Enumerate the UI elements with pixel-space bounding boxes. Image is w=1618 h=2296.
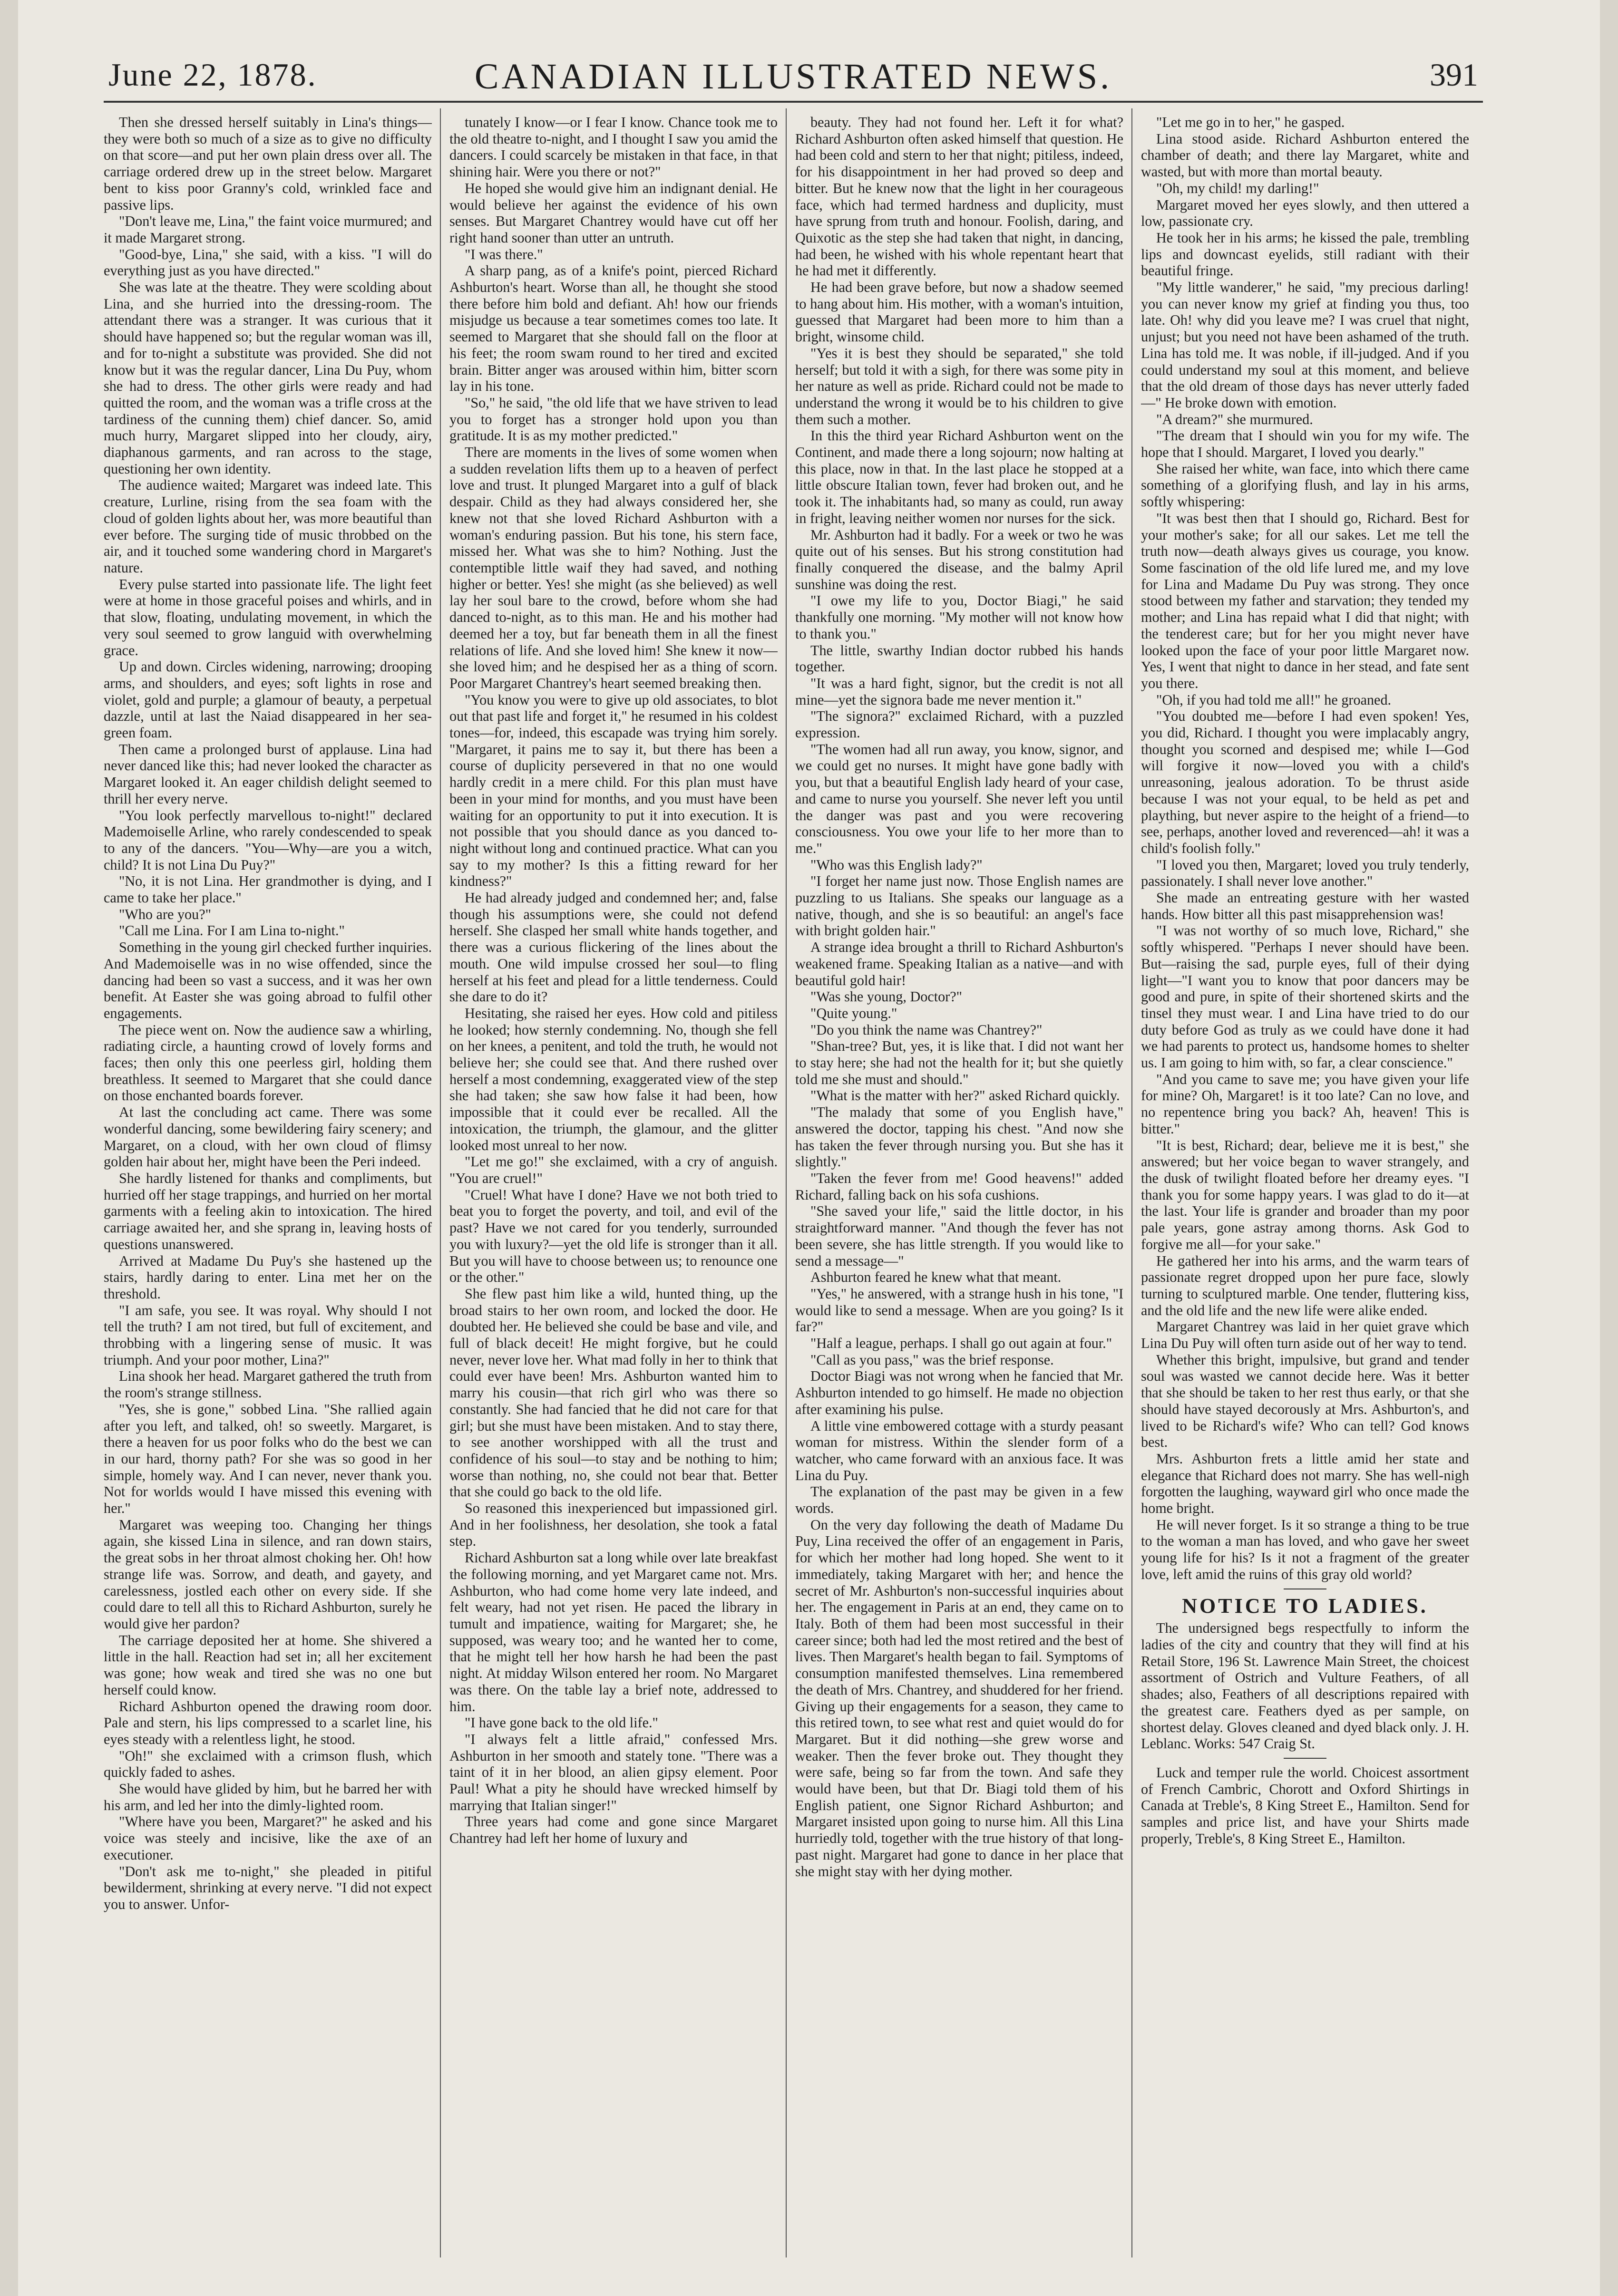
notice-heading: NOTICE TO LADIES. xyxy=(1182,1594,1428,1618)
paragraph: "Do you think the name was Chantrey?" xyxy=(810,1021,1043,1038)
notice-to-ladies-ad xyxy=(1141,1620,1469,1752)
paragraph: The explanation of the past may be given in a few words. xyxy=(795,1483,1123,1517)
paragraph: "So," he said, "the old life that we have striven to lead you to forget has a stronger hold upon you than gratitude. It is as my mother predicted." xyxy=(449,394,778,444)
paragraph: Mr. Ashburton had it badly. For a week or two he was quite out of his senses. But his strong constitution had finally conquered the disease, and the balmy April sunshine was doing the rest. xyxy=(795,526,1123,592)
paragraph: "I am safe, you see. It was royal. Why should I not tell the truth? I am not tired, but full of excitement, and throbbing with a lingering sense of music. It was triumph. And your poor mother, Lina?" xyxy=(104,1302,432,1368)
paragraph: Ashburton feared he knew what that meant. xyxy=(810,1269,1062,1286)
paragraph: At last the concluding act came. There was some wonderful dancing, some bewildering fairy scenery; and Margaret, on a cloud, with her own cloud of flimsy golden hair about her, might have been the Peri indeed. xyxy=(104,1104,432,1170)
paragraph: "I forget her name just now. Those English names are puzzling to us Italians. She speaks our language as a native, though, and she is so beautiful: an angel's face with bright golden hair." xyxy=(795,873,1123,939)
page-right-edge xyxy=(1600,0,1618,2296)
paragraph: A little vine embowered cottage with a sturdy peasant woman for mistress. Within the slender form of a watcher, who came forward with an anxious face. It was Lina du Puy. xyxy=(795,1417,1123,1483)
paragraph: "I was there." xyxy=(465,246,543,262)
paragraph: "My little wanderer," he said, "my precious darling! you can never know my grief at finding you thus, too late. Oh! why did you leave me? I was cruel that night, unjust; but you need not have been ashamed of the truth. Lina has told me. It was noble, if ill-judged. And if you could understand my soul at this moment, and believe that the old dream of those days has never utterly faded—" He broke down with emotion. xyxy=(1141,279,1469,411)
paragraph: "Cruel! What have I done? Have we not both tried to beat you to forget the poverty, and toil, and evil of the past? Have we not cared for you tenderly, surrounded you with luxury?—yet the old life is stronger than it all. But you will have to choose between us; to renounce one or the other." xyxy=(449,1186,778,1286)
paragraph: Mrs. Ashburton frets a little amid her state and elegance that Richard does not marry. She has well-nigh forgotten the laughing, wayward girl who once made the home bright. xyxy=(1141,1450,1469,1517)
column-1 xyxy=(104,114,432,2244)
paragraph: beauty. They had not found her. Left it for what? Richard Ashburton often asked himself that question. He had been cold and stern to her that night; pitiless, indeed, for his disappointment in her had proved so deep and bitter. But he knew now that the light in her courageous face, which had termed hardness and duplicity, must have sprung from truth and honour. Foolish, daring, and Quixotic as the step she had taken that night, in dancing, had been, he wished with his whole repentant heart that he had met it differently. xyxy=(795,114,1123,279)
paragraph: "Who was this English lady?" xyxy=(810,856,983,873)
paragraph: He took her in his arms; he kissed the pale, trembling lips and downcast eyelids, still radiant with their beautiful fringe. xyxy=(1141,229,1469,279)
paragraph: He had been grave before, but now a shadow seemed to hang about him. His mother, with a woman's intuition, guessed that Margaret had been more to him than a bright, winsome child. xyxy=(795,279,1123,345)
masthead-rule xyxy=(104,101,1483,103)
paragraph: Richard Ashburton sat a long while over late breakfast the following morning, and yet Margaret came not. Mrs. Ashburton, who had come home very late indeed, and felt weary, had not yet risen. He paced the library in tumult and impatience, waiting for Margaret; she, he supposed, was weary too; and he wanted her to come, that he might tell her how harsh he had been the past night. At midday Wilson entered her room. No Margaret was there. On the table lay a brief note, addressed to him. xyxy=(449,1550,778,1715)
paragraph: "Yes, she is gone," sobbed Lina. "She rallied again after you left, and talked, oh! so sweetly. Margaret, is there a heaven for us poor folks who do the best we can in our hard, thorny path? For she was so good in her simple, homely way. And I can never, never thank you. Not for worlds would I have missed this evening with her." xyxy=(104,1401,432,1517)
paragraph: "You know you were to give up old associates, to blot out that past life and forget it," he resumed in his coldest tones—for, indeed, this escapade was trying him sorely. "Margaret, it pains me to say it, but there has been a course of duplicity persevered in that no one would hardly credit in a mere child. For this plan must have been in your mind for months, and you must have been waiting for an opportunity to put it into execution. It is not possible that you should dance as you danced to-night without long and continued practice. What can you say to my mother? Is this a fitting reward for her kindness?" xyxy=(449,691,778,890)
paragraph: tunately I know—or I fear I know. Chance took me to the old theatre to-night, and I thought I saw you amid the dancers. I could scarcely be mistaken in that face, in that shining hair. Were you there or not?" xyxy=(449,114,778,180)
paragraph: Lina stood aside. Richard Ashburton entered the chamber of death; and there lay Margaret, white and wasted, but with more than mortal beauty. xyxy=(1141,130,1469,180)
paragraph: "You doubted me—before I had even spoken! Yes, you did, Richard. I thought you were implacably angry, thought you scorned and despised me; while I—God will forgive it now—loved you with a child's unreasoning, jealous adoration. To be thrust aside because I was not your equal, to be held as pet and plaything, but never aspire to the height of a friend—to see, perhaps, another loved and reverenced—ah! it was a child's foolish folly." xyxy=(1141,708,1469,856)
paragraph: The piece went on. Now the audience saw a whirling, radiating circle, a haunting crowd of lovely forms and faces; then only this one peerless girl, holding them breathless. It seemed to Margaret that she could dance on those enchanted boards forever. xyxy=(104,1021,432,1104)
paragraph: She was late at the theatre. They were scolding about Lina, and she hurried into the dressing-room. The attendant there was a stranger. It was curious that it should have happened so; but the regular woman was ill, and for to-night a substitute was provided. She did not know but it was the regular dancer, Lina Du Puy, whom she had to dress. The other girls were ready and had quitted the room, and the woman was a trifle cross at the tardiness of the cunning them) chief dancer. So, amid much hurry, Margaret slipped into her cloudy, airy, diaphanous garments, and ran across to the stage, questioning her own identity. xyxy=(104,279,432,477)
paragraph: "Let me go!" she exclaimed, with a cry of anguish. "You are cruel!" xyxy=(449,1153,778,1186)
column-3 xyxy=(795,114,1123,2244)
issue-date: June 22, 1878. xyxy=(108,57,317,93)
paragraph: "Oh!" she exclaimed with a crimson flush, which quickly faded to ashes. xyxy=(104,1747,432,1781)
page-left-edge xyxy=(0,0,18,2296)
paragraph: "Oh, my child! my darling!" xyxy=(1156,180,1319,196)
paragraph: Something in the young girl checked further inquiries. And Mademoiselle was in no wise offended, since the dancing had been so vast a success, and it was her own benefit. At Easter she was going abroad to fulfil other engagements. xyxy=(104,939,432,1021)
paragraph: "The women had all run away, you know, signor, and we could get no nurses. It might have gone badly with you, but that a beautiful English lady heard of your case, and came to nurse you yourself. She never left you until the danger was past and you were recovering consciousness. You owe your life to her more than to me." xyxy=(795,741,1123,856)
paragraph: She flew past him like a wild, hunted thing, up the broad stairs to her own room, and locked the door. He doubted her. He believed she could be base and vile, and full of black deceit! He might forgive, but he could never, never love her. What mad folly in her to think that could ever have been! Mrs. Ashburton wanted him to marry his cousin—that rich girl who was there so constantly. She had fancied that he did not care for that girl; but she must have been mistaken. And to stay there, to see another worshipped with all the trust and confidence of his soul—to stay and be nothing to him; worse than nothing, no, she could not bear that. Better that she could go back to the old life. xyxy=(449,1285,778,1500)
paragraph: A sharp pang, as of a knife's point, pierced Richard Ashburton's heart. Worse than all, he thought she stood there before him bold and defiant. Ah! how our friends misjudge us because a tear sometimes comes too late. It seemed to Margaret that she should fall on the floor at his feet; the room swam round to her tired and excited brain. Bitter anger was aroused within him, bitter scorn lay in his tone. xyxy=(449,262,778,395)
paragraph: "The malady that some of you English have," answered the doctor, tapping his chest. "And now she has taken the fever through nursing you. But she has it slightly." xyxy=(795,1104,1123,1170)
paragraph: "It was best then that I should go, Richard. Best for your mother's sake; for all our sakes. Let me tell the truth now—death always gives us courage, you know. Some fascination of the old life lured me, and my love for Lina and Madame Du Puy was strong. They once stood between my father and starvation; they tended my mother; and Lina has repaid what I did that night; with the tenderest care; but for her you might never have looked upon the face of your poor little Margaret now. Yes, I went that night to dance in her stead, and fate sent you there. xyxy=(1141,510,1469,691)
paragraph: In this the third year Richard Ashburton went on the Continent, and made there a long sojourn; now halting at this place, now in that. In the last place he stopped at a little obscure Italian town, fever had broken out, and he took it. The inhabitants had, so many as could, run away in fright, leaving neither women nor nurses for the sick. xyxy=(795,427,1123,526)
paragraph: Up and down. Circles widening, narrowing; drooping arms, and shoulders, and eyes; soft lights in rose and violet, gold and purple; a glamour of beauty, a perpetual dazzle, until at last the Naiad disappeared in her sea-green foam. xyxy=(104,659,432,741)
paragraph: "The dream that I should win you for my wife. The hope that I should. Margaret, I loved you dearly." xyxy=(1141,427,1469,461)
paragraph: Richard Ashburton opened the drawing room door. Pale and stern, his lips compressed to a scarlet line, his eyes steady with a relentless light, he stood. xyxy=(104,1698,432,1747)
paragraph: Three years had come and gone since Margaret Chantrey had left her home of luxury and xyxy=(449,1813,778,1847)
paragraph: Margaret was weeping too. Changing her things again, she kissed Lina in silence, and ran down stairs, the great sobs in her throat almost choking her. Oh! how strange life was. Sorrow, and death, and gayety, and carelessness, jostled each other on every side. If she could dare to tell all this to Richard Ashburton, surely he would give her pardon? xyxy=(104,1516,432,1632)
paragraph: "Quite young." xyxy=(810,1005,897,1021)
paragraph: "Yes," he answered, with a strange hush in his tone, "I would like to send a message. When are you going? Is it far?" xyxy=(795,1285,1123,1335)
paragraph: "I owe my life to you, Doctor Biagi," he said thankfully one morning. "My mother will not know how to thank you." xyxy=(795,592,1123,642)
paragraph: Then came a prolonged burst of applause. Lina had never danced like this; had never looked the character as Margaret looked it. An eager childish delight seemed to thrill her every nerve. xyxy=(104,741,432,807)
column-divider xyxy=(440,108,441,2257)
paragraph: He gathered her into his arms, and the warm tears of passionate regret dropped upon her pure face, slowly turning to sculptured marble. One tender, fluttering kiss, and the old life and the new life were alike ended. xyxy=(1141,1252,1469,1318)
paragraph: "I was not worthy of so much love, Richard," she softly whispered. "Perhaps I never should have been. But—raising the sad, purple eyes, full of their dying light—"I want you to know that poor dancers may be good and pure, in spite of their shortened skirts and the tinsel they must wear. I and Lina have tried to do our duty before God as truly as we could have done it had we had parents to protect us, handsome homes to shelter us. I am going to him with, so far, a clear conscience." xyxy=(1141,922,1469,1071)
paragraph: The audience waited; Margaret was indeed late. This creature, Lurline, rising from the sea foam with the cloud of golden lights about her, was more beautiful than ever before. The surging tide of music throbbed on the air, and it touched some wandering chord in Margaret's nature. xyxy=(104,477,432,576)
paragraph: "I loved you then, Margaret; loved you truly tenderly, passionately. I shall never love another." xyxy=(1141,856,1469,890)
paragraph: "Good-bye, Lina," she said, with a kiss. "I will do everything just as you have directed." xyxy=(104,246,432,279)
paragraph: "It was a hard fight, signor, but the credit is not all mine—yet the signora bade me never mention it." xyxy=(795,675,1123,708)
paragraph: "It is best, Richard; dear, believe me it is best," she answered; but her voice began to waver strangely, and the dusk of twilight floated before her dreamy eyes. "I thank you for some happy years. I was glad to do it—at the last. Your life is grander and broader than my poor pale years, gone astray among thorns. Ask God to forgive me all—for your sake." xyxy=(1141,1137,1469,1252)
paragraph: "Don't ask me to-night," she pleaded in pitiful bewilderment, shrinking at every nerve. "I did not expect you to answer. Unfor- xyxy=(104,1863,432,1912)
paragraph: She made an entreating gesture with her wasted hands. How bitter all this past misapprehension was! xyxy=(1141,890,1469,922)
paragraph: "I always felt a little afraid," confessed Mrs. Ashburton in her smooth and stately tone. "There was a taint of it in her blood, an alien gipsy element. Poor Paul! What a pity he should have wrecked himself by marrying that Italian singer!" xyxy=(449,1731,778,1813)
paragraph: He had already judged and condemned her; and, false though his assumptions were, she could not defend herself. She clasped her small white hands together, and there was a curious flickering of the lines about the mouth. One wild impulse crossed her soul—to fling herself at his feet and plead for a little tenderness. Could she dare to do it? xyxy=(449,890,778,1005)
paragraph: "Where have you been, Margaret?" he asked and his voice was steely and incisive, like the axe of an executioner. xyxy=(104,1813,432,1863)
paragraph: "Call as you pass," was the brief response. xyxy=(810,1351,1054,1368)
page-number: 391 xyxy=(1430,57,1478,93)
treble-ad-body: Luck and temper rule the world. Choicest assortment of French Cambric, Chorott and Oxford Shirtings in Canada at Treble's, 8 King Street E., Hamilton. Send for samples and price list, and have your Shirts made properly, Treble's, 8 King Street E., Hamilton. xyxy=(1141,1764,1469,1847)
paragraph: The carriage deposited her at home. She shivered a little in the hall. Reaction had set in; all her excitement was gone; how weak and tired she was no one but herself could know. xyxy=(104,1632,432,1698)
paragraph: She would have glided by him, but he barred her with his arm, and led her into the dimly-lighted room. xyxy=(104,1781,432,1813)
paragraph: "Who are you?" xyxy=(119,906,211,922)
paragraph: Doctor Biagi was not wrong when he fancied that Mr. Ashburton intended to go himself. He made no objection after examining his pulse. xyxy=(795,1368,1123,1417)
paragraph: "Yes it is best they should be separated," she told herself; but told it with a sigh, for there was some pity in her nature as well as pride. Richard could not be made to understand the wrong it would be to his children to give them such a mother. xyxy=(795,345,1123,427)
paragraph: "Half a league, perhaps. I shall go out again at four." xyxy=(810,1335,1112,1352)
paragraph: "You look perfectly marvellous to-night!" declared Mademoiselle Arline, who rarely condescended to speak to any of the dancers. "You—Why—are you a witch, child? It is not Lina Du Puy?" xyxy=(104,807,432,873)
section-rule xyxy=(1284,1758,1326,1759)
paragraph: Every pulse started into passionate life. The light feet were at home in those graceful poises and whirls, and in that slow, floating, undulating movement, in which the very soul seemed to grow languid with overwhelming grace. xyxy=(104,576,432,659)
paragraph: Lina shook her head. Margaret gathered the truth from the room's strange stillness. xyxy=(104,1368,432,1401)
paragraph: Margaret Chantrey was laid in her quiet grave which Lina Du Puy will often turn aside out of her way to tend. xyxy=(1141,1318,1469,1352)
paragraph: He will never forget. Is it so strange a thing to be true to the woman a man has loved, and who gave her sweet young life for his? Is it not a fragment of the greater love, left amid the ruins of this gray old world? xyxy=(1141,1516,1469,1582)
paragraph: "Taken the fever from me! Good heavens!" added Richard, falling back on his sofa cushions. xyxy=(795,1170,1123,1203)
paragraph: A strange idea brought a thrill to Richard Ashburton's weakened frame. Speaking Italian as a native—and with beautiful gold hair! xyxy=(795,939,1123,988)
paragraph: "She saved your life," said the little doctor, in his straightforward manner. "And though the fever has not been severe, she has little strength. If you would like to send a message—" xyxy=(795,1203,1123,1269)
paragraph: "Shan-tree? But, yes, it is like that. I did not want her to stay here; she had not the health for it; but she quietly told me she must and should." xyxy=(795,1038,1123,1087)
paragraph: "And you came to save me; you have given your life for mine? Oh, Margaret! is it too late? Can no love, and no repentence bring you back? Ah, heaven! This is bitter." xyxy=(1141,1071,1469,1137)
paragraph: So reasoned this inexperienced but impassioned girl. And in her foolishness, her desolation, she took a fatal step. xyxy=(449,1500,778,1550)
paragraph: There are moments in the lives of some women when a sudden revelation lifts them up to a heaven of perfect love and trust. It plunged Margaret into a gulf of black despair. Child as they had always considered her, she knew not that she loved Richard Ashburton with a woman's enduring passion. But his tone, his stern face, missed her. What was she to him? Nothing. Just the contemptible little waif they had saved, and nothing higher or better. Yes! she might (as she believed) as well lay her soul bare to the crowd, before whom she had danced to-night, as to this man. He and his mother had deemed her a toy, but far beneath them in all the finest relations of life. And she loved him! She knew it now—she loved him; and he despised her as a thing of scorn. Poor Margaret Chantrey's heart seemed breaking then. xyxy=(449,444,778,691)
paragraph: "Don't leave me, Lina," the faint voice murmured; and it made Margaret strong. xyxy=(104,213,432,246)
column-4 xyxy=(1141,114,1469,2244)
paragraph: "Was she young, Doctor?" xyxy=(810,988,962,1005)
paragraph: On the very day following the death of Madame Du Puy, Lina received the offer of an engagement in Paris, for which her mother had long hoped. She went to it immediately, taking Margaret with her; and hence the secret of Mr. Ashburton's non-successful inquiries about her. The engagement in Paris at an end, they came on to Italy. Both of them had been most successful in their career since; both had led the most retired and the best of lives. Then Margaret's health began to fail. Symptoms of consumption manifested themselves. Lina remembered the death of Mrs. Chantrey, and shuddered for her friend. Giving up their engagements for a season, they came to this retired town, to see what rest and quiet would do for Margaret. But it did nothing—she grew worse and weaker. Then the fever broke out. They thought they were safe, being so far from the town. And safe they would have been, but that Dr. Biagi told them of his English patient, one Signor Richard Ashburton; and Margaret insisted upon going to nurse him. All this Lina hurriedly told, together with the true history of that long-past night. Margaret had gone to dance in her place that she might stay with her dying mother. xyxy=(795,1516,1123,1879)
paragraph: She hardly listened for thanks and compliments, but hurried off her stage trappings, and hurried on her mortal garments with a feeling akin to intoxication. The hired carriage awaited her, and she sprang in, leaving hosts of questions unanswered. xyxy=(104,1170,432,1252)
paragraph: "The signora?" exclaimed Richard, with a puzzled expression. xyxy=(795,708,1123,741)
column-divider xyxy=(786,108,787,2257)
paragraph: Hesitating, she raised her eyes. How cold and pitiless he looked; how sternly condemning. No, though she fell on her knees, a penitent, and told the truth, he would not believe her; she could see that. And there rushed over herself a most condemning, exaggerated view of the step she had taken; she saw how false it had been, how impossible that it could ever be recalled. All the intoxication, the triumph, the glamour, and the glitter looked most unreal to her now. xyxy=(449,1005,778,1153)
column-divider xyxy=(1131,108,1132,2257)
paragraph: "No, it is not Lina. Her grandmother is dying, and I came to take her place." xyxy=(104,873,432,906)
story-continuation xyxy=(1141,114,1469,1583)
paragraph: Whether this bright, impulsive, but grand and tender soul was wasted we cannot decide here. Was it better that she should be taken to her rest thus early, or that she should have stayed decorously at Mrs. Ashburton's, and lived to be Richard's wife? Who can tell? God knows best. xyxy=(1141,1351,1469,1451)
paragraph: Arrived at Madame Du Puy's she hastened up the stairs, hardly daring to enter. Lina met her on the threshold. xyxy=(104,1252,432,1302)
paragraph: "Call me Lina. For I am Lina to-night." xyxy=(119,922,345,939)
paragraph: Then she dressed herself suitably in Lina's things—they were both so much of a size as to give no difficulty on that score—and put her own plain dress over all. The carriage ordered drew up in the street below. Margaret bent to kiss poor Granny's cold, wrinkled face and passive lips. xyxy=(104,114,432,213)
treble-shirts-ad xyxy=(1141,1764,1469,1847)
paragraph: "A dream?" she murmured. xyxy=(1156,411,1313,427)
paragraph: "I have gone back to the old life." xyxy=(465,1715,658,1731)
paragraph: Margaret moved her eyes slowly, and then uttered a low, passionate cry. xyxy=(1141,196,1469,230)
newspaper-title: CANADIAN ILLUSTRATED NEWS. xyxy=(474,57,1112,97)
paragraph: She raised her white, wan face, into which there came something of a glorifying flush, and lay in his arms, softly whispering: xyxy=(1141,460,1469,510)
paragraph: "What is the matter with her?" asked Richard quickly. xyxy=(810,1087,1120,1104)
paragraph: "Oh, if you had told me all!" he groaned. xyxy=(1156,691,1392,708)
notice-body: The undersigned begs respectfully to inform the ladies of the city and country that they will find at his Retail Store, 196 St. Lawrence Main Street, the choicest assortment of Ostrich and Vulture Feathers, of all shades; also, Feathers of all descriptions repaired with the greatest care. Feathers dyed as per sample, on shortest delay. Gloves cleaned and dyed black only. J. H. Leblanc. Works: 547 Craig St. xyxy=(1141,1620,1469,1752)
paragraph: "Let me go in to her," he gasped. xyxy=(1156,114,1345,130)
masthead xyxy=(108,56,1478,99)
column-2 xyxy=(449,114,778,2244)
paragraph: The little, swarthy Indian doctor rubbed his hands together. xyxy=(795,642,1123,675)
paragraph: He hoped she would give him an indignant denial. He would believe her against the evidence of his own senses. But Margaret Chantrey would have cut off her right hand sooner than utter an untruth. xyxy=(449,180,778,246)
